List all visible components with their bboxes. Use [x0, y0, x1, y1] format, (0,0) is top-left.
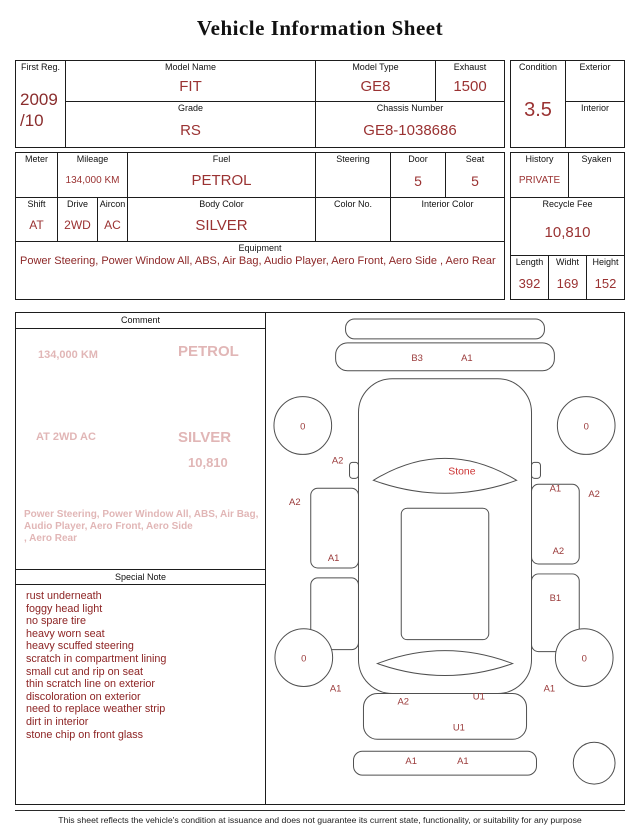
first-reg-value: 2009 /10	[20, 90, 58, 130]
mileage-label: Mileage	[76, 154, 109, 164]
special-note-item: scratch in compartment lining	[26, 652, 167, 665]
drive-value: 2WD	[64, 218, 91, 233]
model-name-cell	[66, 61, 316, 101]
damage-code-label: A1	[543, 683, 556, 695]
special-note-item: stone chip on front glass	[26, 728, 144, 741]
damage-code-label: A2	[289, 497, 301, 509]
special-note-item: rust underneath	[26, 590, 102, 602]
special-note-item: discoloration on exterior	[26, 690, 141, 703]
interior-color-cell	[391, 198, 504, 241]
condition-label: Condition	[518, 62, 558, 72]
notes-panel	[16, 313, 266, 804]
comment-ghost-text: 10,810	[188, 455, 228, 470]
chassis-number-cell	[316, 102, 504, 148]
exhaust-value: 1500	[453, 78, 487, 96]
damage-labels	[289, 353, 600, 767]
page-title: Vehicle Information Sheet	[196, 16, 444, 40]
damage-code-label: 0	[583, 421, 589, 433]
special-note-item: small cut and rip on seat	[26, 665, 144, 678]
special-note-item: dirt in interior	[26, 715, 89, 728]
model-type-value: GE8	[360, 78, 391, 96]
damage-code-label: B3	[411, 352, 423, 364]
interior-color-label: Interior Color	[421, 199, 474, 209]
car-outline	[311, 319, 580, 775]
color-no-value	[316, 210, 390, 241]
damage-code-label: A1	[327, 552, 340, 564]
history-label: History	[525, 154, 554, 164]
damage-code-label: 0	[300, 421, 306, 433]
height-cell	[587, 256, 624, 299]
aircon-value: AC	[104, 218, 121, 233]
comment-ghost-layer	[16, 329, 265, 569]
interior-color-value	[391, 210, 504, 241]
special-note-item: need to replace weather strip	[26, 703, 166, 716]
damage-code-label: A1	[457, 756, 469, 768]
exterior-value	[566, 73, 624, 101]
damage-code-label: 0	[301, 653, 307, 665]
seat-label: Seat	[465, 154, 485, 164]
comment-ghost-text: Power Steering, Power Window All, ABS, Air Bag,	[24, 509, 259, 520]
mileage-value: 134,000 KM	[65, 174, 120, 186]
grade-value: RS	[180, 122, 201, 140]
syaken-label: Syaken	[581, 154, 612, 164]
condition-value: 3.5	[524, 98, 552, 121]
drive-cell	[58, 198, 98, 241]
widht-cell	[549, 256, 587, 299]
widht-value: 169	[556, 275, 579, 291]
interior-cell	[566, 102, 624, 148]
length-value: 392	[518, 275, 541, 291]
damage-code-label: A1	[405, 756, 417, 768]
damage-code-label: A1	[329, 683, 342, 695]
steering-cell	[316, 153, 391, 197]
comment-ghost-text: AT 2WD AC	[36, 431, 96, 443]
exhaust-label: Exhaust	[453, 62, 487, 72]
car-diagram-svg	[266, 313, 624, 804]
steering-label: Steering	[336, 154, 370, 164]
first-reg-cell	[16, 61, 66, 147]
condition-table	[510, 60, 625, 148]
recycle-fee-value: 10,810	[544, 223, 591, 241]
damage-code-label: A2	[588, 489, 600, 501]
length-cell	[511, 256, 549, 299]
chassis-number-value: GE8-1038686	[363, 122, 457, 140]
aircon-cell	[98, 198, 128, 241]
car-diagram	[266, 313, 624, 804]
car-wheels	[274, 397, 615, 784]
damage-code-label: A2	[397, 696, 410, 708]
damage-code-label: A1	[461, 352, 473, 364]
seat-cell	[446, 153, 504, 197]
exterior-cell	[566, 61, 624, 101]
damage-code-label: A2	[552, 546, 565, 558]
equipment-label: Equipment	[238, 243, 282, 253]
grade-label: Grade	[177, 103, 203, 113]
condition-cell	[511, 61, 566, 147]
interior-value	[566, 114, 624, 148]
damage-code-label: U1	[452, 722, 465, 734]
special-note-item: heavy scuffed steering	[26, 640, 134, 653]
exhaust-cell	[436, 61, 504, 101]
special-note-item: foggy head light	[26, 602, 103, 615]
damage-code-label: B1	[549, 592, 562, 604]
comment-header: Comment	[16, 313, 265, 329]
door-label: Door	[408, 154, 428, 164]
damage-code-label: U1	[472, 691, 485, 703]
door-cell	[391, 153, 446, 197]
seat-value: 5	[471, 172, 479, 189]
grade-cell	[66, 102, 316, 148]
stone-chip-label: Stone	[448, 466, 476, 478]
fuel-cell	[128, 153, 316, 197]
meter-label: Meter	[24, 154, 48, 164]
special-note-item: thin scratch line on exterior	[26, 678, 156, 691]
meter-value	[16, 165, 57, 197]
chassis-number-label: Chassis Number	[376, 103, 444, 113]
main-area	[15, 312, 625, 805]
syaken-cell	[569, 153, 624, 197]
aircon-label: Aircon	[99, 199, 126, 209]
recycle-fee-cell	[511, 198, 624, 255]
history-cell	[511, 153, 569, 197]
shift-cell	[16, 198, 58, 241]
model-type-cell	[316, 61, 436, 101]
meter-cell	[16, 153, 58, 197]
equipment-value: Power Steering, Power Window All, ABS, Air Bag, Audio Player, Aero Front, Aero Side , Aero Rear	[20, 255, 496, 267]
comment-ghost-text: SILVER	[178, 429, 232, 446]
model-name-label: Model Name	[164, 62, 217, 72]
history-table	[510, 152, 625, 300]
shift-label: Shift	[27, 199, 46, 209]
equipment-cell	[16, 242, 504, 299]
fuel-value: PETROL	[191, 172, 252, 190]
body-color-value: SILVER	[195, 216, 248, 234]
color-no-cell	[316, 198, 391, 241]
body-color-cell	[128, 198, 316, 241]
body-color-label: Body Color	[199, 199, 244, 209]
length-label: Length	[515, 257, 544, 267]
mileage-cell	[58, 153, 128, 197]
interior-label: Interior	[580, 103, 609, 113]
comment-ghost-text: , Aero Rear	[24, 533, 77, 544]
model-name-value: FIT	[179, 78, 202, 96]
comment-ghost-text: Audio Player, Aero Front, Aero Side	[24, 521, 193, 532]
comment-ghost-text: 134,000 KM	[38, 349, 98, 361]
steering-value	[316, 165, 390, 197]
special-note-header: Special Note	[16, 569, 265, 585]
shift-value: AT	[29, 218, 44, 233]
model-type-label: Model Type	[352, 62, 399, 72]
disclaimer-text: This sheet reflects the vehicle's condition at issuance and does not guarantee its current state, functionality, or suitability for any purpose	[15, 810, 625, 825]
color-no-label: Color No.	[333, 199, 372, 209]
special-note-item: heavy worn seat	[26, 627, 105, 640]
syaken-value	[569, 165, 624, 197]
special-note-list	[16, 585, 265, 741]
recycle-fee-label: Recycle Fee	[542, 199, 593, 209]
height-label: Height	[592, 257, 619, 267]
fuel-label: Fuel	[212, 154, 231, 164]
drive-label: Drive	[66, 199, 88, 209]
door-value: 5	[414, 172, 422, 189]
widht-label: Widht	[555, 257, 579, 267]
spec-table	[15, 152, 505, 300]
height-value: 152	[594, 275, 617, 291]
damage-code-label: A2	[331, 455, 344, 467]
first-reg-label: First Reg.	[20, 62, 60, 72]
exterior-label: Exterior	[579, 62, 611, 72]
damage-code-label: A1	[549, 483, 562, 495]
history-value: PRIVATE	[518, 174, 561, 186]
special-note-item: no spare tire	[26, 615, 87, 628]
comment-ghost-text: PETROL	[178, 343, 239, 360]
damage-code-label: 0	[581, 653, 587, 665]
registration-table	[15, 60, 505, 148]
